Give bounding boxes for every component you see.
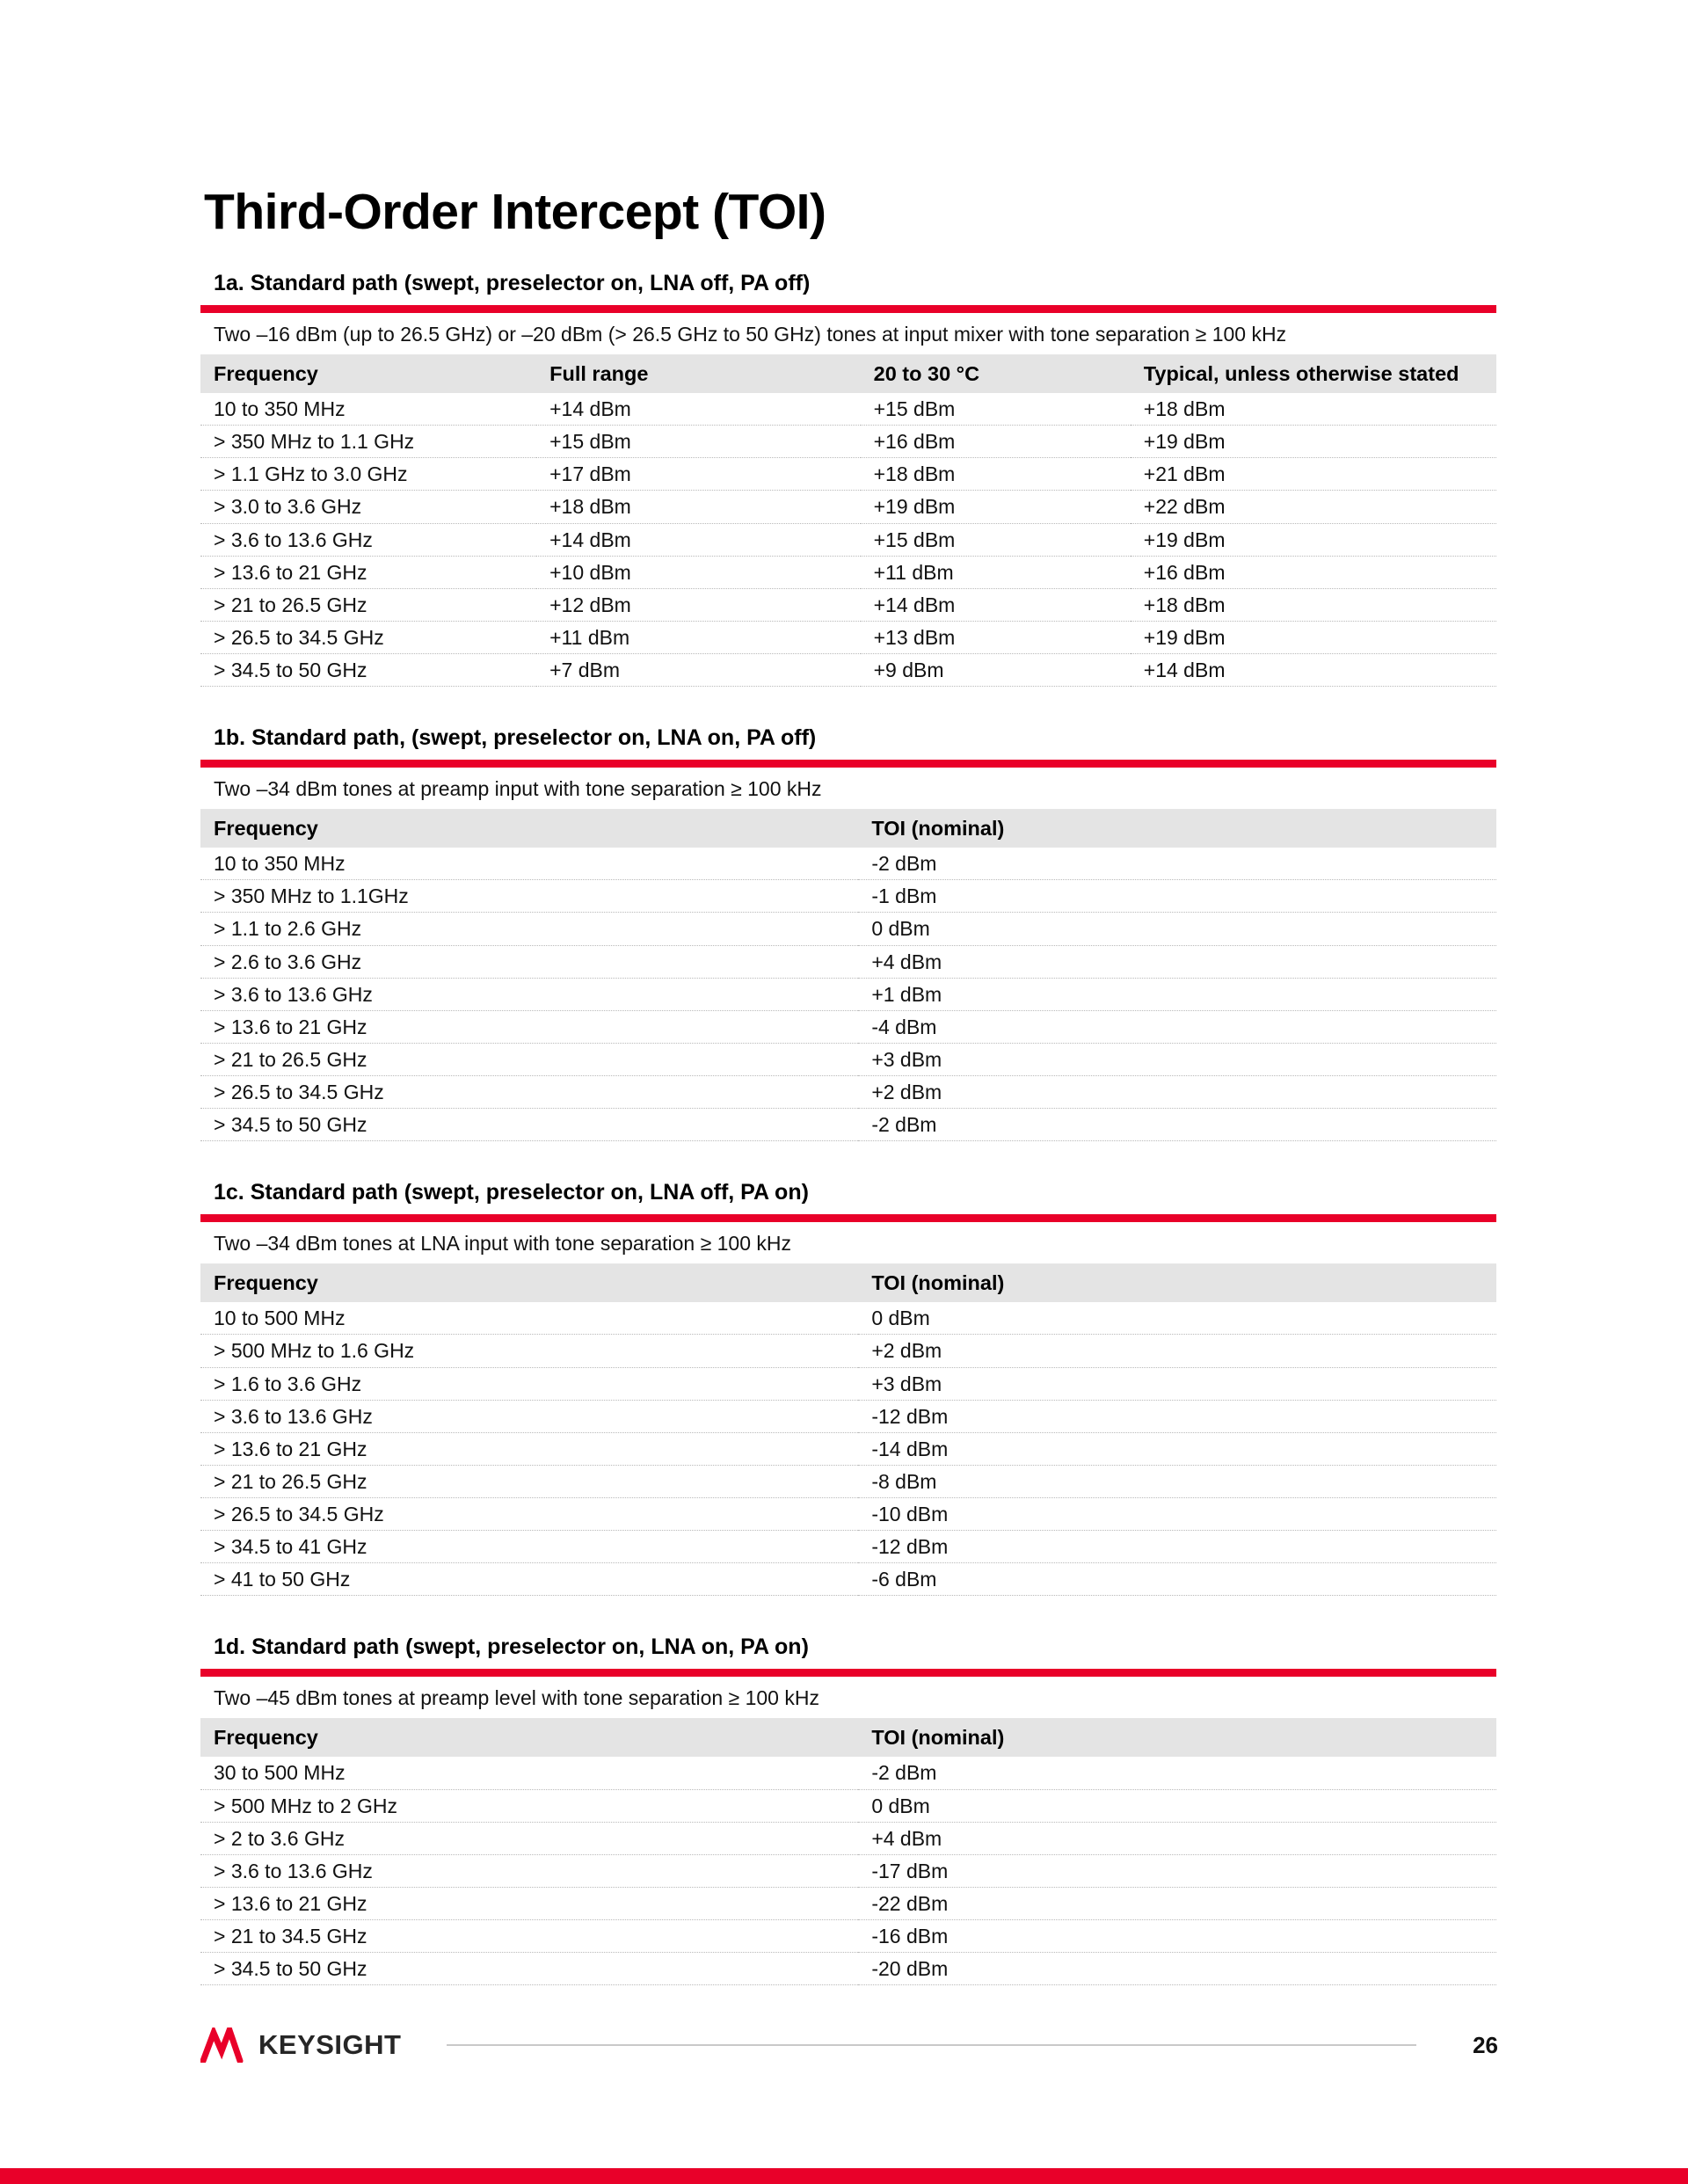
table-cell: +19 dBm: [1131, 426, 1496, 458]
table-cell: > 500 MHz to 1.6 GHz: [200, 1335, 858, 1367]
table-cell: > 26.5 to 34.5 GHz: [200, 621, 536, 653]
table-cell: -10 dBm: [858, 1498, 1496, 1531]
table-row: [200, 654, 1496, 687]
table-body: [200, 1757, 1496, 1984]
table-row: [200, 848, 1496, 880]
table-cell: +4 dBm: [858, 945, 1496, 978]
table-cell: > 3.6 to 13.6 GHz: [200, 523, 536, 556]
section-heading: 1b. Standard path, (swept, preselector on, LNA on, PA off): [214, 725, 817, 751]
table-row: [200, 1854, 1496, 1887]
table-row: [200, 1109, 1496, 1141]
section-accent-bar: [200, 305, 1496, 313]
table-body: [200, 848, 1496, 1141]
table-cell: +18 dBm: [536, 491, 861, 523]
table-row: [200, 1043, 1496, 1075]
section-heading: 1c. Standard path (swept, preselector on, LNA off, PA on): [214, 1180, 809, 1205]
section-heading: 1a. Standard path (swept, preselector on, LNA off, PA off): [214, 271, 811, 295]
section-accent-bar: [200, 1214, 1496, 1222]
table-cell: +1 dBm: [858, 978, 1496, 1010]
keysight-logo: [200, 2027, 401, 2063]
table-row: [200, 556, 1496, 588]
section-note: Two –34 dBm tones at LNA input with tone separation ≥ 100 kHz: [200, 1222, 1496, 1264]
table-cell: > 1.1 GHz to 3.0 GHz: [200, 458, 536, 491]
table-row: [200, 1757, 1496, 1789]
table-cell: +13 dBm: [861, 621, 1131, 653]
table-cell: +7 dBm: [536, 654, 861, 687]
table-cell: +16 dBm: [861, 426, 1131, 458]
section-note: Two –45 dBm tones at preamp level with tone separation ≥ 100 kHz: [200, 1677, 1496, 1719]
table-cell: -6 dBm: [858, 1563, 1496, 1596]
table-row: [200, 1400, 1496, 1432]
section-accent-bar: [200, 1669, 1496, 1677]
table-cell: > 41 to 50 GHz: [200, 1563, 858, 1596]
table-row: [200, 1953, 1496, 1985]
section-note: Two –16 dBm (up to 26.5 GHz) or –20 dBm (> 26.5 GHz to 50 GHz) tones at input mixer with tone separation ≥ 100 kHz: [200, 313, 1496, 355]
column-header: TOI (nominal): [858, 810, 1496, 848]
table-cell: 10 to 350 MHz: [200, 393, 536, 426]
table-cell: > 34.5 to 50 GHz: [200, 1953, 858, 1985]
bottom-accent-bar: [0, 2168, 1688, 2184]
column-header: Frequency: [200, 1264, 858, 1302]
page-title: Third-Order Intercept (TOI): [204, 184, 826, 240]
table-cell: 0 dBm: [858, 913, 1496, 945]
column-header: Frequency: [200, 810, 858, 848]
table-row: [200, 588, 1496, 621]
table-cell: > 26.5 to 34.5 GHz: [200, 1498, 858, 1531]
footer-divider: [447, 2044, 1416, 2046]
spec-table-1b: [200, 810, 1496, 1141]
table-cell: +10 dBm: [536, 556, 861, 588]
table-cell: +14 dBm: [1131, 654, 1496, 687]
table-cell: 10 to 350 MHz: [200, 848, 858, 880]
table-cell: +4 dBm: [858, 1822, 1496, 1854]
section-1d: [200, 1634, 1496, 1985]
table-cell: -20 dBm: [858, 1953, 1496, 1985]
table-cell: > 21 to 26.5 GHz: [200, 588, 536, 621]
table-cell: +3 dBm: [858, 1043, 1496, 1075]
table-cell: +21 dBm: [1131, 458, 1496, 491]
table-cell: +18 dBm: [1131, 393, 1496, 426]
table-row: [200, 1010, 1496, 1043]
table-cell: 10 to 500 MHz: [200, 1302, 858, 1335]
table-header-row: [200, 810, 1496, 848]
table-row: [200, 978, 1496, 1010]
table-row: [200, 913, 1496, 945]
table-cell: +19 dBm: [1131, 621, 1496, 653]
table-row: [200, 1531, 1496, 1563]
table-cell: +15 dBm: [861, 393, 1131, 426]
table-header-row: [200, 1264, 1496, 1302]
spec-table-1d: [200, 1719, 1496, 1985]
table-cell: 0 dBm: [858, 1302, 1496, 1335]
table-cell: +15 dBm: [861, 523, 1131, 556]
column-header: Frequency: [200, 1719, 858, 1757]
keysight-logo-text: KEYSIGHT: [258, 2029, 402, 2060]
table-row: [200, 1302, 1496, 1335]
page-footer: [200, 2027, 1498, 2063]
table-cell: > 21 to 26.5 GHz: [200, 1465, 858, 1497]
table-cell: +11 dBm: [536, 621, 861, 653]
table-cell: > 500 MHz to 2 GHz: [200, 1789, 858, 1822]
table-cell: -2 dBm: [858, 1757, 1496, 1789]
section-1c: [200, 1180, 1496, 1596]
table-row: [200, 945, 1496, 978]
table-header-row: [200, 1719, 1496, 1757]
table-row: [200, 1465, 1496, 1497]
table-cell: +17 dBm: [536, 458, 861, 491]
table-row: [200, 1432, 1496, 1465]
table-cell: -22 dBm: [858, 1887, 1496, 1919]
table-body: [200, 393, 1496, 687]
table-row: [200, 491, 1496, 523]
table-row: [200, 1563, 1496, 1596]
spec-table-1c: [200, 1264, 1496, 1596]
table-cell: -16 dBm: [858, 1920, 1496, 1953]
table-cell: +2 dBm: [858, 1335, 1496, 1367]
table-cell: +14 dBm: [861, 588, 1131, 621]
table-cell: +2 dBm: [858, 1076, 1496, 1109]
column-header: TOI (nominal): [858, 1719, 1496, 1757]
table-cell: 0 dBm: [858, 1789, 1496, 1822]
table-cell: > 350 MHz to 1.1GHz: [200, 880, 858, 913]
table-cell: +14 dBm: [536, 523, 861, 556]
table-cell: > 21 to 26.5 GHz: [200, 1043, 858, 1075]
table-cell: +15 dBm: [536, 426, 861, 458]
table-cell: > 1.1 to 2.6 GHz: [200, 913, 858, 945]
table-cell: +18 dBm: [861, 458, 1131, 491]
table-cell: > 3.0 to 3.6 GHz: [200, 491, 536, 523]
table-cell: +19 dBm: [1131, 523, 1496, 556]
table-row: [200, 523, 1496, 556]
column-header: 20 to 30 °C: [861, 355, 1131, 393]
table-cell: > 34.5 to 50 GHz: [200, 654, 536, 687]
table-cell: +11 dBm: [861, 556, 1131, 588]
table-cell: -1 dBm: [858, 880, 1496, 913]
table-cell: +9 dBm: [861, 654, 1131, 687]
table-body: [200, 1302, 1496, 1596]
table-row: [200, 1920, 1496, 1953]
table-cell: +14 dBm: [536, 393, 861, 426]
table-cell: > 13.6 to 21 GHz: [200, 1887, 858, 1919]
table-cell: +19 dBm: [861, 491, 1131, 523]
table-cell: > 13.6 to 21 GHz: [200, 556, 536, 588]
keysight-spark-icon: [200, 2027, 248, 2063]
table-cell: +18 dBm: [1131, 588, 1496, 621]
table-cell: -17 dBm: [858, 1854, 1496, 1887]
table-cell: > 34.5 to 41 GHz: [200, 1531, 858, 1563]
table-cell: +16 dBm: [1131, 556, 1496, 588]
column-header: TOI (nominal): [858, 1264, 1496, 1302]
table-cell: > 13.6 to 21 GHz: [200, 1010, 858, 1043]
table-cell: > 34.5 to 50 GHz: [200, 1109, 858, 1141]
table-header-row: [200, 355, 1496, 393]
column-header: Frequency: [200, 355, 536, 393]
table-row: [200, 1367, 1496, 1400]
table-cell: +12 dBm: [536, 588, 861, 621]
table-cell: +22 dBm: [1131, 491, 1496, 523]
table-cell: > 3.6 to 13.6 GHz: [200, 1400, 858, 1432]
table-row: [200, 1335, 1496, 1367]
page-number: 26: [1473, 2031, 1498, 2058]
column-header: Full range: [536, 355, 861, 393]
column-header: Typical, unless otherwise stated: [1131, 355, 1496, 393]
table-cell: -14 dBm: [858, 1432, 1496, 1465]
table-cell: > 2.6 to 3.6 GHz: [200, 945, 858, 978]
table-row: [200, 458, 1496, 491]
table-cell: -4 dBm: [858, 1010, 1496, 1043]
table-row: [200, 426, 1496, 458]
table-cell: -12 dBm: [858, 1531, 1496, 1563]
table-row: [200, 621, 1496, 653]
table-row: [200, 1789, 1496, 1822]
table-cell: > 3.6 to 13.6 GHz: [200, 1854, 858, 1887]
table-cell: > 2 to 3.6 GHz: [200, 1822, 858, 1854]
table-row: [200, 1822, 1496, 1854]
section-accent-bar: [200, 760, 1496, 768]
table-cell: > 26.5 to 34.5 GHz: [200, 1076, 858, 1109]
section-1a: [200, 271, 1496, 687]
table-cell: > 1.6 to 3.6 GHz: [200, 1367, 858, 1400]
spec-table-1a: [200, 355, 1496, 687]
table-cell: > 3.6 to 13.6 GHz: [200, 978, 858, 1010]
section-note: Two –34 dBm tones at preamp input with tone separation ≥ 100 kHz: [200, 768, 1496, 810]
table-cell: -8 dBm: [858, 1465, 1496, 1497]
page-content: [200, 183, 1496, 2024]
table-cell: -12 dBm: [858, 1400, 1496, 1432]
table-row: [200, 1887, 1496, 1919]
table-row: [200, 880, 1496, 913]
table-cell: > 13.6 to 21 GHz: [200, 1432, 858, 1465]
table-cell: > 21 to 34.5 GHz: [200, 1920, 858, 1953]
table-cell: +3 dBm: [858, 1367, 1496, 1400]
section-1b: [200, 725, 1496, 1141]
table-cell: > 350 MHz to 1.1 GHz: [200, 426, 536, 458]
table-row: [200, 393, 1496, 426]
table-row: [200, 1076, 1496, 1109]
table-row: [200, 1498, 1496, 1531]
table-cell: -2 dBm: [858, 848, 1496, 880]
table-cell: 30 to 500 MHz: [200, 1757, 858, 1789]
table-cell: -2 dBm: [858, 1109, 1496, 1141]
section-heading: 1d. Standard path (swept, preselector on, LNA on, PA on): [214, 1634, 809, 1660]
